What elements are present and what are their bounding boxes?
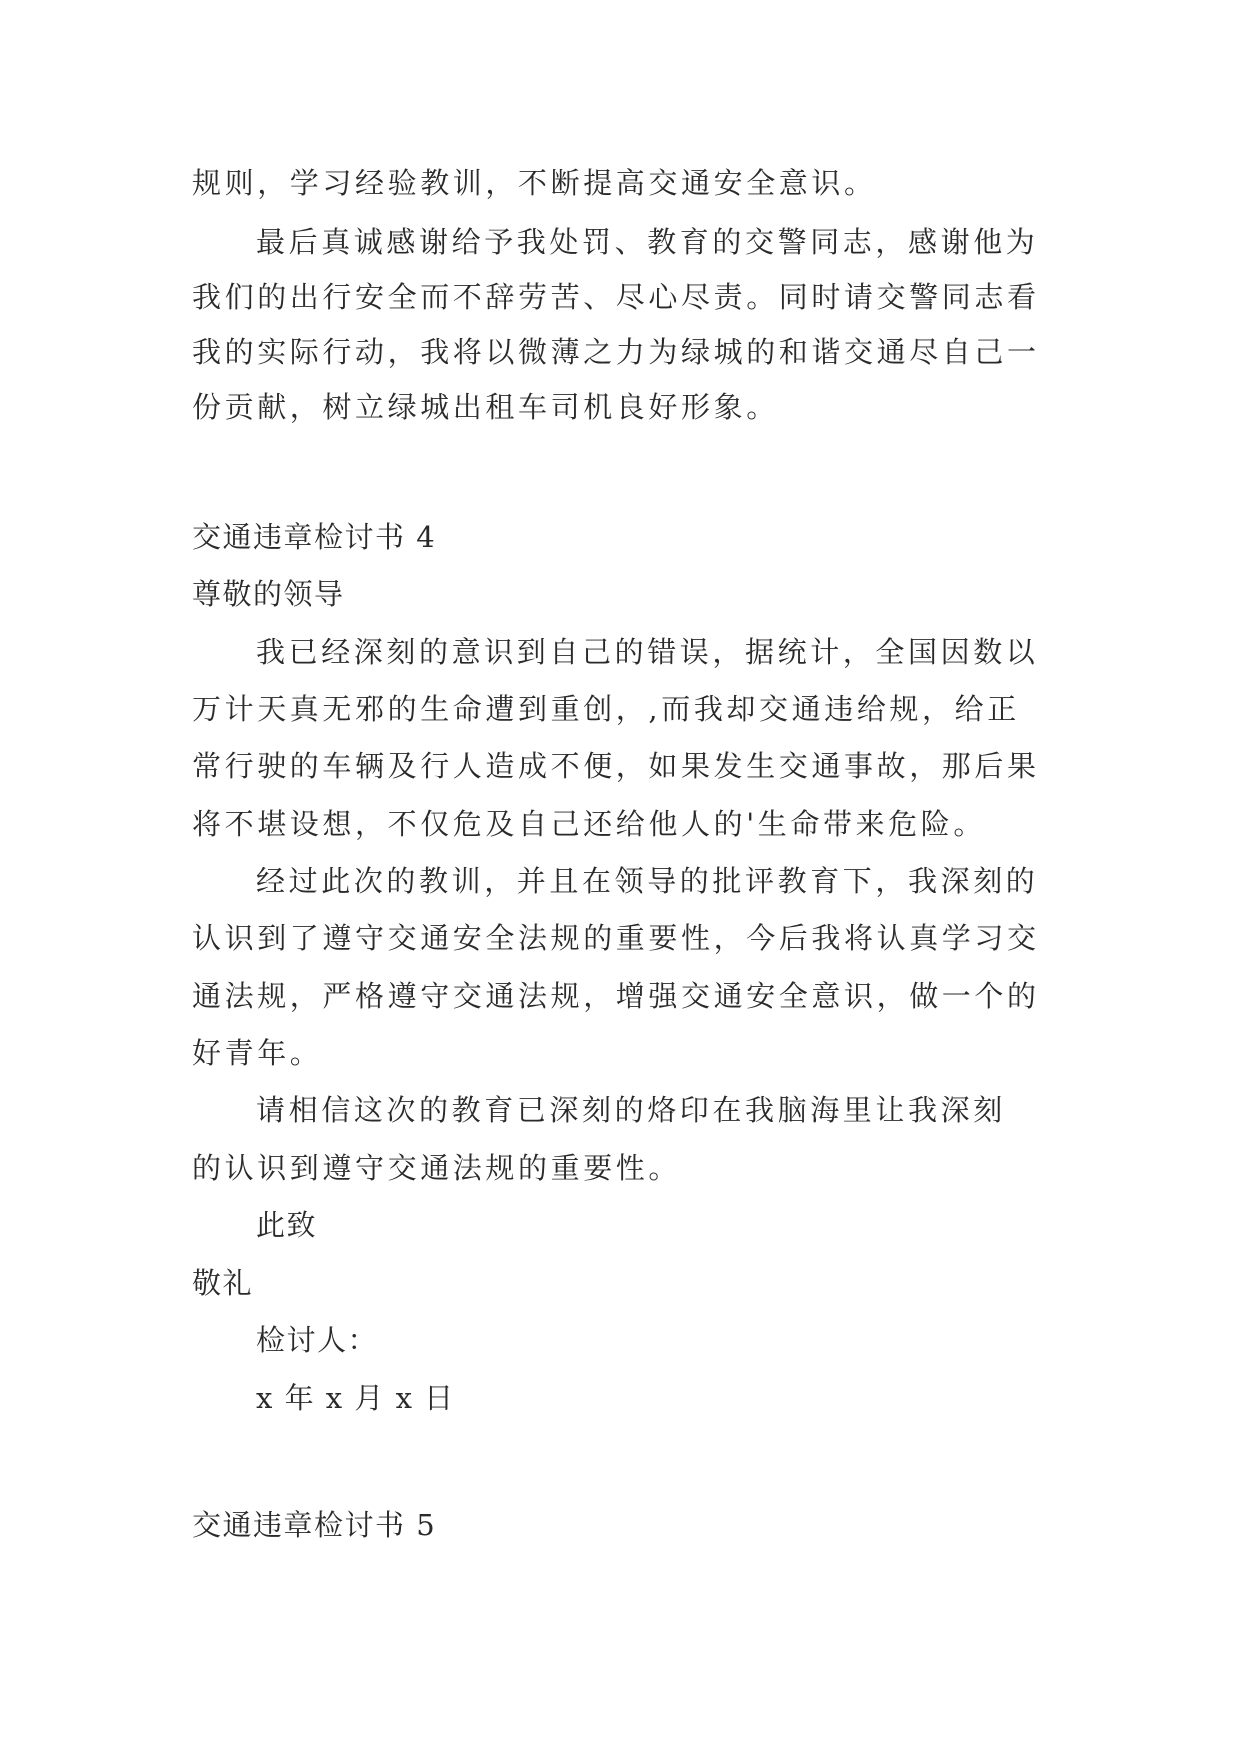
date-line: x 年 x 月 x 日 [256,1381,455,1415]
paragraph-line: 将不堪设想，不仅危及自己还给他人的'生命带来危险。 [192,807,986,841]
paragraph-line: 万计天真无邪的生命遭到重创，,而我却交通违给规，给正 [192,692,1020,726]
paragraph-line: 通法规，严格遵守交通法规，增强交通安全意识，做一个的 [192,979,1040,1013]
paragraph-line: 规则，学习经验教训，不断提高交通安全意识。 [192,166,877,200]
paragraph-line: 我们的出行安全而不辞劳苦、尽心尽责。同时请交警同志看 [192,280,1040,314]
paragraph-line: 的认识到遵守交通法规的重要性。 [192,1151,682,1185]
paragraph-line: 请相信这次的教育已深刻的烙印在我脑海里让我深刻 [256,1093,1006,1127]
paragraph-line: 常行驶的车辆及行人造成不便，如果发生交通事故，那后果 [192,749,1040,783]
closing-line: 敬礼 [192,1266,254,1300]
paragraph-line: 份贡献，树立绿城出租车司机良好形象。 [192,390,779,424]
salutation: 尊敬的领导 [192,577,345,611]
paragraph-line: 我的实际行动，我将以微薄之力为绿城的和谐交通尽自己一 [192,335,1040,369]
paragraph-line: 好青年。 [192,1036,323,1070]
section-title: 交通违章检讨书 4 [192,520,437,554]
paragraph-line: 经过此次的教训，并且在领导的批评教育下，我深刻的 [256,864,1039,898]
signer-label: 检讨人： [256,1323,379,1357]
section-title: 交通违章检讨书 5 [192,1508,437,1542]
paragraph-line: 最后真诚感谢给予我处罚、教育的交警同志，感谢他为 [256,225,1039,259]
closing-line: 此致 [256,1208,318,1242]
paragraph-line: 认识到了遵守交通安全法规的重要性，今后我将认真学习交 [192,921,1040,955]
paragraph-line: 我已经深刻的意识到自己的错误，据统计，全国因数以 [256,635,1039,669]
